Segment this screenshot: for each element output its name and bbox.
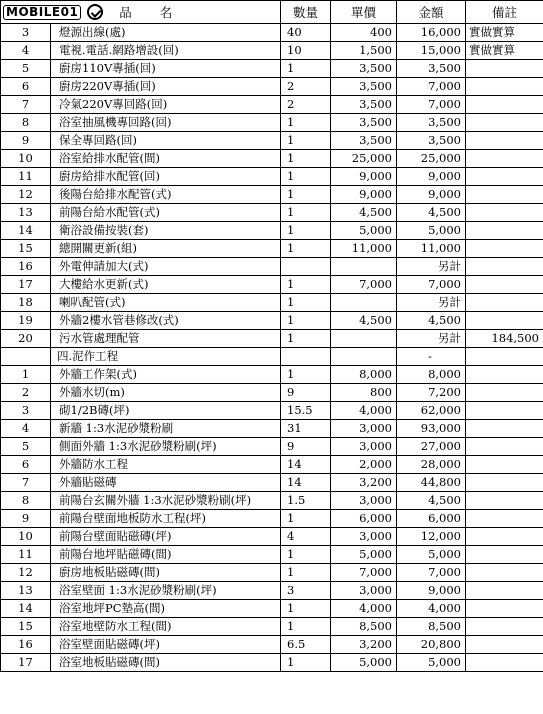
item-number-cell: 5: [1, 60, 51, 78]
qty-cell: 1: [281, 510, 331, 528]
qty-cell: 1: [281, 168, 331, 186]
table-row: [1, 366, 543, 384]
qty-cell: 9: [281, 384, 331, 402]
amount-cell: 7,000: [397, 78, 466, 96]
amount-cell: 另計: [397, 330, 466, 348]
item-name-cell: 浴室地坪PC墊高(間): [51, 600, 281, 618]
item-name-cell: 大樓給水更新(式): [51, 276, 281, 294]
note-cell: [466, 564, 543, 582]
table-row: [1, 654, 543, 672]
amount-cell: 4,500: [397, 312, 466, 330]
table-row: [1, 60, 543, 78]
table-row: [1, 402, 543, 420]
unit-price-cell: 8,000: [331, 366, 397, 384]
note-cell: [466, 600, 543, 618]
qty-cell: 1: [281, 330, 331, 348]
table-row: [1, 96, 543, 114]
unit-price-cell: 5,000: [331, 222, 397, 240]
item-number-cell: 12: [1, 564, 51, 582]
table-row: [1, 258, 543, 276]
item-name-cell: 冷氣220V專回路(回): [51, 96, 281, 114]
table-row: [1, 582, 543, 600]
unit-price-cell: [331, 330, 397, 348]
table-row: [1, 204, 543, 222]
qty-header: 數量: [281, 1, 331, 24]
table-row: [1, 618, 543, 636]
item-number-cell: 17: [1, 654, 51, 672]
note-cell: [466, 636, 543, 654]
qty-cell: 6.5: [281, 636, 331, 654]
note-cell: [466, 366, 543, 384]
item-number-cell: 17: [1, 276, 51, 294]
note-cell: [466, 132, 543, 150]
unit-price-cell: 3,500: [331, 78, 397, 96]
unit-price-cell: 800: [331, 384, 397, 402]
amount-cell: 62,000: [397, 402, 466, 420]
item-name-cell: 外牆2樓水管巷修改(式): [51, 312, 281, 330]
amount-cell: 12,000: [397, 528, 466, 546]
amount-cell: 11,000: [397, 240, 466, 258]
note-cell: [466, 186, 543, 204]
unit-price-cell: 4,000: [331, 600, 397, 618]
note-cell: [466, 546, 543, 564]
item-name-cell: 污水管處理配管: [51, 330, 281, 348]
item-number-cell: 13: [1, 204, 51, 222]
note-cell: [466, 276, 543, 294]
note-cell: [466, 528, 543, 546]
amount-cell: 20,800: [397, 636, 466, 654]
qty-cell: 2: [281, 96, 331, 114]
table-row: [1, 312, 543, 330]
unit-price-cell: 3,000: [331, 420, 397, 438]
unit-price-cell: 3,500: [331, 132, 397, 150]
note-cell: [466, 312, 543, 330]
amount-cell: 7,200: [397, 384, 466, 402]
note-cell: [466, 204, 543, 222]
table-row: [1, 114, 543, 132]
qty-cell: 1: [281, 204, 331, 222]
note-cell: [466, 78, 543, 96]
item-number-cell: 5: [1, 438, 51, 456]
note-cell: [466, 510, 543, 528]
qty-cell: 1.5: [281, 492, 331, 510]
amount-cell: 9,000: [397, 168, 466, 186]
item-number-cell: 13: [1, 582, 51, 600]
qty-cell: 1: [281, 276, 331, 294]
note-cell: [466, 150, 543, 168]
note-cell: [466, 402, 543, 420]
unit-price-cell: 3,200: [331, 474, 397, 492]
note-cell: [466, 114, 543, 132]
item-name-cell: 前陽台玄關外牆 1:3水泥砂漿粉刷(坪): [51, 492, 281, 510]
note-header: 備註: [466, 1, 543, 24]
note-cell: [466, 420, 543, 438]
item-number-cell: 8: [1, 114, 51, 132]
table-row: [1, 24, 543, 42]
amount-header: 金額: [397, 1, 466, 24]
amount-cell: 15,000: [397, 42, 466, 60]
unit-price-cell: [331, 258, 397, 276]
note-cell: [466, 438, 543, 456]
item-number-cell: 14: [1, 600, 51, 618]
section-title-cell: 四.泥作工程: [51, 348, 281, 366]
qty-cell: 1: [281, 60, 331, 78]
item-number-cell: 9: [1, 510, 51, 528]
table-row: [1, 564, 543, 582]
amount-cell: 8,500: [397, 618, 466, 636]
unit-price-cell: 7,000: [331, 564, 397, 582]
item-name-cell: 前陽台壁面貼磁磚(坪): [51, 528, 281, 546]
item-number-cell: 19: [1, 312, 51, 330]
item-number-cell: 16: [1, 636, 51, 654]
item-name-cell: 外牆防水工程: [51, 456, 281, 474]
qty-cell: 1: [281, 546, 331, 564]
logo: [3, 4, 278, 20]
note-cell: [466, 618, 543, 636]
unit-price-cell: 11,000: [331, 240, 397, 258]
amount-cell: 93,000: [397, 420, 466, 438]
table-row: [1, 384, 543, 402]
item-name-cell: 廚房220V專插(回): [51, 78, 281, 96]
amount-cell: 9,000: [397, 186, 466, 204]
item-name-cell: 浴室壁面貼磁磚(坪): [51, 636, 281, 654]
table-row: [1, 636, 543, 654]
item-number-cell: [1, 348, 51, 366]
logo-mark-icon: [87, 4, 103, 20]
table-row: [1, 276, 543, 294]
note-cell: [466, 60, 543, 78]
unit-price-cell: 25,000: [331, 150, 397, 168]
table-row: [1, 438, 543, 456]
amount-cell: -: [397, 348, 466, 366]
item-number-cell: 8: [1, 492, 51, 510]
item-number-cell: 18: [1, 294, 51, 312]
amount-cell: 5,000: [397, 546, 466, 564]
amount-cell: 5,000: [397, 654, 466, 672]
item-name-cell: 浴室給排水配管(間): [51, 150, 281, 168]
note-cell: [466, 96, 543, 114]
item-number-cell: 11: [1, 546, 51, 564]
amount-cell: 9,000: [397, 582, 466, 600]
item-number-cell: 4: [1, 420, 51, 438]
item-name-cell: 廚房給排水配管(回): [51, 168, 281, 186]
unit-price-cell: 8,500: [331, 618, 397, 636]
amount-cell: 7,000: [397, 96, 466, 114]
amount-cell: 7,000: [397, 276, 466, 294]
note-cell: [466, 582, 543, 600]
unit-price-cell: 4,500: [331, 204, 397, 222]
table-body: [1, 24, 543, 672]
qty-cell: [281, 258, 331, 276]
note-cell: [466, 654, 543, 672]
table-row: [1, 330, 543, 348]
item-name-cell: 電視.電話.網路增設(回): [51, 42, 281, 60]
item-name-cell: 外牆水切(m): [51, 384, 281, 402]
item-number-cell: 7: [1, 96, 51, 114]
amount-cell: 另計: [397, 294, 466, 312]
unit-price-cell: 3,500: [331, 96, 397, 114]
item-name-cell: 廚房110V專插(回): [51, 60, 281, 78]
item-number-cell: 10: [1, 150, 51, 168]
item-name-cell: 總開關更新(組): [51, 240, 281, 258]
item-number-cell: 4: [1, 42, 51, 60]
note-cell: 184,500: [466, 330, 543, 348]
item-number-cell: 11: [1, 168, 51, 186]
amount-cell: 4,000: [397, 600, 466, 618]
qty-cell: 1: [281, 366, 331, 384]
logo-text: MOBILE01: [3, 5, 81, 20]
unit-price-cell: 6,000: [331, 510, 397, 528]
item-name-cell: 浴室地板貼磁磚(間): [51, 654, 281, 672]
table-row: [1, 492, 543, 510]
item-number-cell: 2: [1, 384, 51, 402]
unit-price-cell: 3,000: [331, 492, 397, 510]
unit-price-cell: 4,000: [331, 402, 397, 420]
item-number-cell: 12: [1, 186, 51, 204]
qty-cell: 14: [281, 474, 331, 492]
note-cell: [466, 168, 543, 186]
note-cell: [466, 384, 543, 402]
qty-cell: [281, 348, 331, 366]
qty-cell: 1: [281, 186, 331, 204]
qty-cell: 1: [281, 618, 331, 636]
qty-cell: 3: [281, 582, 331, 600]
unit-price-cell: [331, 294, 397, 312]
item-name-cell: 後陽台給排水配管(式): [51, 186, 281, 204]
note-cell: [466, 456, 543, 474]
item-name-cell: 衛浴設備按裝(套): [51, 222, 281, 240]
qty-cell: 1: [281, 312, 331, 330]
item-name-cell: 外牆貼磁磚: [51, 474, 281, 492]
qty-cell: 1: [281, 564, 331, 582]
qty-cell: 1: [281, 600, 331, 618]
unit-price-cell: 5,000: [331, 654, 397, 672]
item-number-cell: 20: [1, 330, 51, 348]
amount-cell: 16,000: [397, 24, 466, 42]
table-row: [1, 150, 543, 168]
qty-cell: 31: [281, 420, 331, 438]
table-row: [1, 186, 543, 204]
item-number-cell: 16: [1, 258, 51, 276]
item-number-cell: 10: [1, 528, 51, 546]
qty-cell: 14: [281, 456, 331, 474]
item-number-cell: 9: [1, 132, 51, 150]
amount-cell: 另計: [397, 258, 466, 276]
table-row: [1, 168, 543, 186]
table-row: [1, 600, 543, 618]
item-name-cell: 前陽台壁面地板防水工程(坪): [51, 510, 281, 528]
item-name-cell: 喇叭配管(式): [51, 294, 281, 312]
item-number-cell: 6: [1, 456, 51, 474]
amount-cell: 4,500: [397, 492, 466, 510]
item-name-cell: 外牆工作架(式): [51, 366, 281, 384]
unit-price-cell: 7,000: [331, 276, 397, 294]
note-cell: [466, 258, 543, 276]
qty-cell: 40: [281, 24, 331, 42]
unit-price-cell: 5,000: [331, 546, 397, 564]
table-row: [1, 474, 543, 492]
section-row: [1, 348, 543, 366]
table-row: [1, 528, 543, 546]
unit-price-cell: 3,200: [331, 636, 397, 654]
amount-cell: 7,000: [397, 564, 466, 582]
note-cell: [466, 294, 543, 312]
unit-price-cell: 9,000: [331, 186, 397, 204]
item-number-cell: 15: [1, 618, 51, 636]
table-row: [1, 546, 543, 564]
item-number-cell: 6: [1, 78, 51, 96]
table-row: [1, 510, 543, 528]
amount-cell: 3,500: [397, 114, 466, 132]
table-row: [1, 456, 543, 474]
item-number-cell: 3: [1, 24, 51, 42]
item-name-cell: 側面外牆 1:3水泥砂漿粉刷(坪): [51, 438, 281, 456]
qty-cell: 1: [281, 240, 331, 258]
item-name-cell: 前陽台地坪貼磁磚(間): [51, 546, 281, 564]
amount-cell: 28,000: [397, 456, 466, 474]
qty-cell: 1: [281, 132, 331, 150]
item-name-cell: 保全專回路(回): [51, 132, 281, 150]
amount-cell: 3,500: [397, 132, 466, 150]
amount-cell: 6,000: [397, 510, 466, 528]
amount-cell: 5,000: [397, 222, 466, 240]
qty-cell: 10: [281, 42, 331, 60]
item-number-cell: 15: [1, 240, 51, 258]
qty-cell: 2: [281, 78, 331, 96]
table-row: [1, 78, 543, 96]
qty-cell: 15.5: [281, 402, 331, 420]
item-number-cell: 14: [1, 222, 51, 240]
qty-cell: 1: [281, 150, 331, 168]
note-cell: [466, 474, 543, 492]
note-cell: [466, 492, 543, 510]
amount-cell: 8,000: [397, 366, 466, 384]
item-name-header: [1, 1, 281, 24]
table-row: [1, 132, 543, 150]
unit-price-cell: 3,000: [331, 438, 397, 456]
unit-price-cell: 4,500: [331, 312, 397, 330]
table-row: [1, 420, 543, 438]
item-number-cell: 3: [1, 402, 51, 420]
unit-price-cell: 2,000: [331, 456, 397, 474]
table-row: [1, 42, 543, 60]
table-row: [1, 240, 543, 258]
item-name-cell: 浴室地壁防水工程(間): [51, 618, 281, 636]
note-cell: 實做實算: [466, 42, 543, 60]
item-number-cell: 1: [1, 366, 51, 384]
unit-price-cell: 1,500: [331, 42, 397, 60]
amount-cell: 27,000: [397, 438, 466, 456]
item-name-cell: 前陽台給水配管(式): [51, 204, 281, 222]
item-number-cell: 7: [1, 474, 51, 492]
item-name-cell: 砌1/2B磚(坪): [51, 402, 281, 420]
unit-price-header: 單價: [331, 1, 397, 24]
unit-price-cell: 9,000: [331, 168, 397, 186]
amount-cell: 3,500: [397, 60, 466, 78]
qty-cell: 1: [281, 654, 331, 672]
item-name-cell: 外電伸請加大(式): [51, 258, 281, 276]
amount-cell: 44,800: [397, 474, 466, 492]
note-cell: 實做實算: [466, 24, 543, 42]
note-cell: [466, 222, 543, 240]
unit-price-cell: 3,000: [331, 582, 397, 600]
qty-cell: 9: [281, 438, 331, 456]
unit-price-cell: 3,500: [331, 60, 397, 78]
unit-price-cell: 400: [331, 24, 397, 42]
qty-cell: 1: [281, 294, 331, 312]
table-row: [1, 222, 543, 240]
unit-price-cell: 3,000: [331, 528, 397, 546]
qty-cell: 1: [281, 222, 331, 240]
note-cell: [466, 348, 543, 366]
unit-price-cell: [331, 348, 397, 366]
item-name-cell: 浴室抽風機專回路(回): [51, 114, 281, 132]
unit-price-cell: 3,500: [331, 114, 397, 132]
item-name-cell: 燈源出線(處): [51, 24, 281, 42]
qty-cell: 1: [281, 114, 331, 132]
note-cell: [466, 240, 543, 258]
item-name-cell: 廚房地板貼磁磚(間): [51, 564, 281, 582]
item-column-title: 品 名: [119, 4, 185, 20]
amount-cell: 4,500: [397, 204, 466, 222]
item-name-cell: 新牆 1:3水泥砂漿粉刷: [51, 420, 281, 438]
table-header-row: [1, 1, 543, 24]
qty-cell: 4: [281, 528, 331, 546]
item-name-cell: 浴室壁面 1:3水泥砂漿粉刷(坪): [51, 582, 281, 600]
amount-cell: 25,000: [397, 150, 466, 168]
table-row: [1, 294, 543, 312]
